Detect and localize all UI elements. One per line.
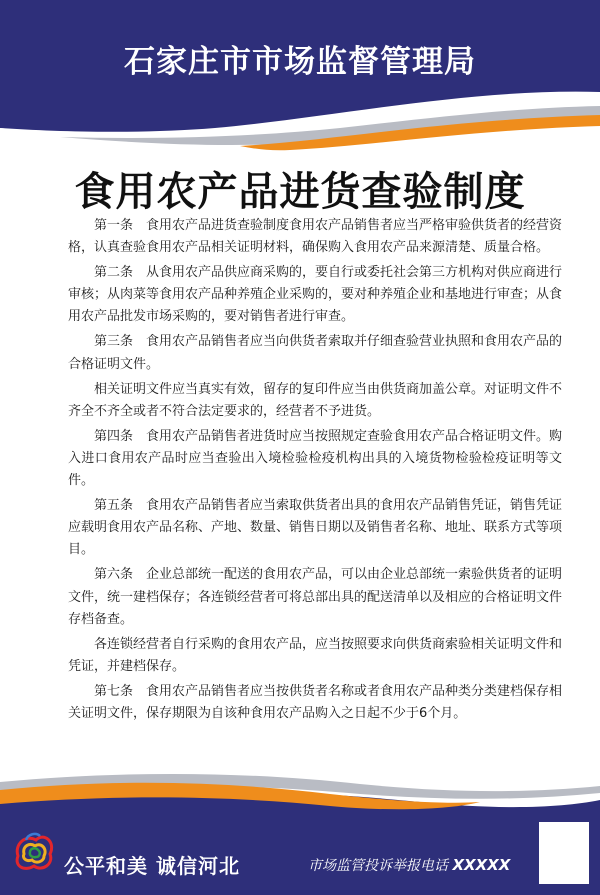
hotline-label: 市场监管投诉举报电话 [308,858,448,874]
header-banner [0,0,600,160]
paragraph-article-6-note: 各连锁经营者自行采购的食用农产品，应当按照要求向供货商索验相关证明文件和凭证，并建档保存。 [68,636,563,674]
hebei-logo-icon [10,826,60,876]
document-title: 食用农产品进货查验制度 [74,169,526,215]
regulation-body [68,215,562,728]
agency-name: 石家庄市市场监督管理局 [124,44,476,80]
paragraph-article-5: 第五条 食用农产品销售者应当索取供货者出具的食用农产品销售凭证，销售凭证应载明食用农产品名称、产地、数量、销售日期以及销售者名称、地址、联系方式等项目。 [68,498,563,558]
paragraph-article-3-note: 相关证明文件应当真实有效，留存的复印件应当由供货商加盖公章。对证明文件不齐全不齐全或者不符合法定要求的，经营者不予进货。 [68,381,563,419]
paragraph-article-6: 第六条 企业总部统一配送的食用农产品，可以由企业总部统一索验供货者的证明文件，统一建档保存；各连锁经营者可将总部出具的配送清单以及相应的合格证明文件存档备查。 [68,567,563,627]
paragraph-article-7: 第七条 食用农产品销售者应当按供货者名称或者食用农产品种类分类建档保存相关证明文件，保存期限为自该种食用农产品购入之日起不少于6个月。 [68,683,563,721]
slogan-text: 公平和美 诚信河北 [64,854,240,878]
paragraph-article-1: 第一条 食用农产品进货查验制度食用农产品销售者应当严格审验供货者的经营资格，认真查验食用农产品相关证明材料，确保购入食用农产品来源清楚、质量合格。 [68,218,563,256]
paragraph-article-4: 第四条 食用农产品销售者进货时应当按照规定查验食用农产品合格证明文件。购入进口食用农产品时应当查验出入境检验检疫机构出具的入境货物检验检疫证明等文件。 [68,428,563,489]
paragraph-article-2: 第二条 从食用农产品供应商采购的，要自行或委托社会第三方机构对供应商进行审核；从肉菜等食用农产品种养殖企业采购的，要对种养殖企业和基地进行审查；从食用农产品批发市场采购的，要对销售者进行审查。 [68,265,563,325]
qr-code-placeholder [539,822,589,884]
paragraph-article-3: 第三条 食用农产品销售者应当向供货者索取并仔细查验营业执照和食用农产品的合格证明文件。 [68,334,563,372]
hotline-number: XXXXX [452,856,511,874]
complaint-hotline [308,855,510,875]
